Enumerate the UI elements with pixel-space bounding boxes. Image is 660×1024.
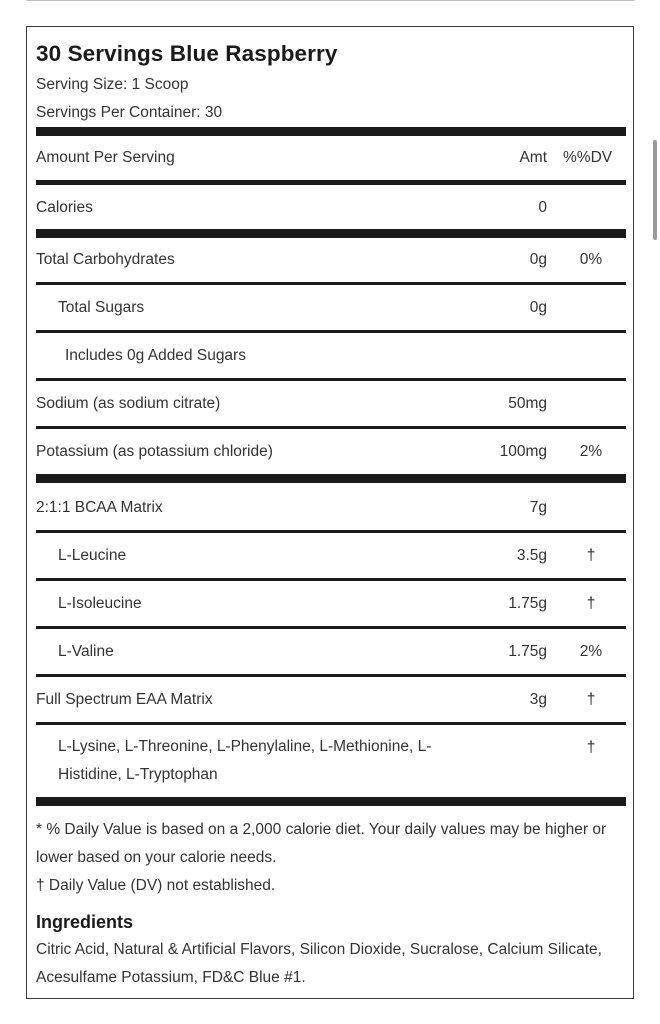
- nutrient-amount: 3g: [529, 691, 547, 708]
- thin-divider: [36, 330, 626, 333]
- nutrient-label: Total Carbohydrates: [36, 251, 175, 268]
- medium-divider: [36, 180, 626, 185]
- nutrient-dv: †: [586, 691, 596, 708]
- thin-divider: [36, 282, 626, 285]
- header-amt: Amt: [519, 149, 547, 166]
- nutrient-dv: 0%: [579, 251, 603, 268]
- nutrient-label: L-Isoleucine: [58, 595, 142, 612]
- thick-divider: [36, 474, 626, 483]
- nutrient-amount: 1.75g: [508, 595, 547, 612]
- thick-divider: [36, 127, 626, 136]
- nutrient-amount: 0g: [529, 251, 547, 268]
- nutrient-amount: 1.75g: [508, 643, 547, 660]
- nutrient-dv: †: [586, 595, 596, 612]
- thin-divider: [36, 626, 626, 629]
- header-amount-label: Amount Per Serving: [36, 149, 175, 166]
- nutrient-amount: 3.5g: [516, 547, 547, 564]
- ingredients-heading: Ingredients: [36, 912, 134, 932]
- thin-divider: [36, 378, 626, 381]
- nutrient-amount: 0: [538, 199, 547, 216]
- scrollbar-thumb[interactable]: [653, 140, 657, 240]
- nutrition-facts-panel: [26, 26, 634, 999]
- nutrient-amount: 50mg: [508, 395, 547, 412]
- nutrient-label: Full Spectrum EAA Matrix: [36, 691, 213, 708]
- thin-divider: [36, 674, 626, 677]
- header-dv: %%DV: [563, 149, 613, 166]
- thin-divider: [36, 722, 626, 725]
- ingredients-text: Citric Acid, Natural & Artificial Flavors, Silicon Dioxide, Sucralose, Calcium Silicate, Acesulfame Potassium, FD&C Blue #1.: [36, 941, 602, 986]
- nutrient-label: Sodium (as sodium citrate): [36, 395, 221, 412]
- eaa-list-label: L-Lysine, L-Threonine, L-Phenylaline, L-Methionine, L-Histidine, L-Tryptophan: [58, 738, 432, 783]
- nutrient-label: 2:1:1 BCAA Matrix: [36, 499, 163, 516]
- servings-per-container: Servings Per Container: 30: [36, 104, 223, 121]
- thick-divider: [36, 797, 626, 806]
- thick-divider: [36, 229, 626, 238]
- nutrient-dv: †: [586, 739, 596, 756]
- daily-value-footnote: * % Daily Value is based on a 2,000 calorie diet. Your daily values may be higher or lower based on your calorie needs.: [36, 821, 607, 866]
- nutrient-label: Potassium (as potassium chloride): [36, 443, 273, 460]
- nutrient-amount: 100mg: [499, 443, 547, 460]
- nutrient-amount: 7g: [529, 499, 547, 516]
- nutrient-amount: 0g: [529, 299, 547, 316]
- nutrient-label: L-Valine: [58, 643, 114, 660]
- nutrient-label: Calories: [36, 199, 93, 216]
- product-title: 30 Servings Blue Raspberry: [36, 41, 338, 66]
- nutrient-label: Total Sugars: [58, 299, 145, 316]
- nutrient-dv: 2%: [579, 643, 603, 660]
- thin-divider: [36, 530, 626, 533]
- nutrient-label: L-Leucine: [58, 547, 127, 564]
- serving-size: Serving Size: 1 Scoop: [36, 76, 189, 93]
- nutrient-label: Includes 0g Added Sugars: [65, 347, 246, 364]
- previous-card-edge: [25, 0, 636, 1]
- thin-divider: [36, 426, 626, 429]
- nutrient-dv: 2%: [579, 443, 603, 460]
- thin-divider: [36, 578, 626, 581]
- nutrient-dv: †: [586, 547, 596, 564]
- dv-not-established-footnote: † Daily Value (DV) not established.: [36, 877, 276, 894]
